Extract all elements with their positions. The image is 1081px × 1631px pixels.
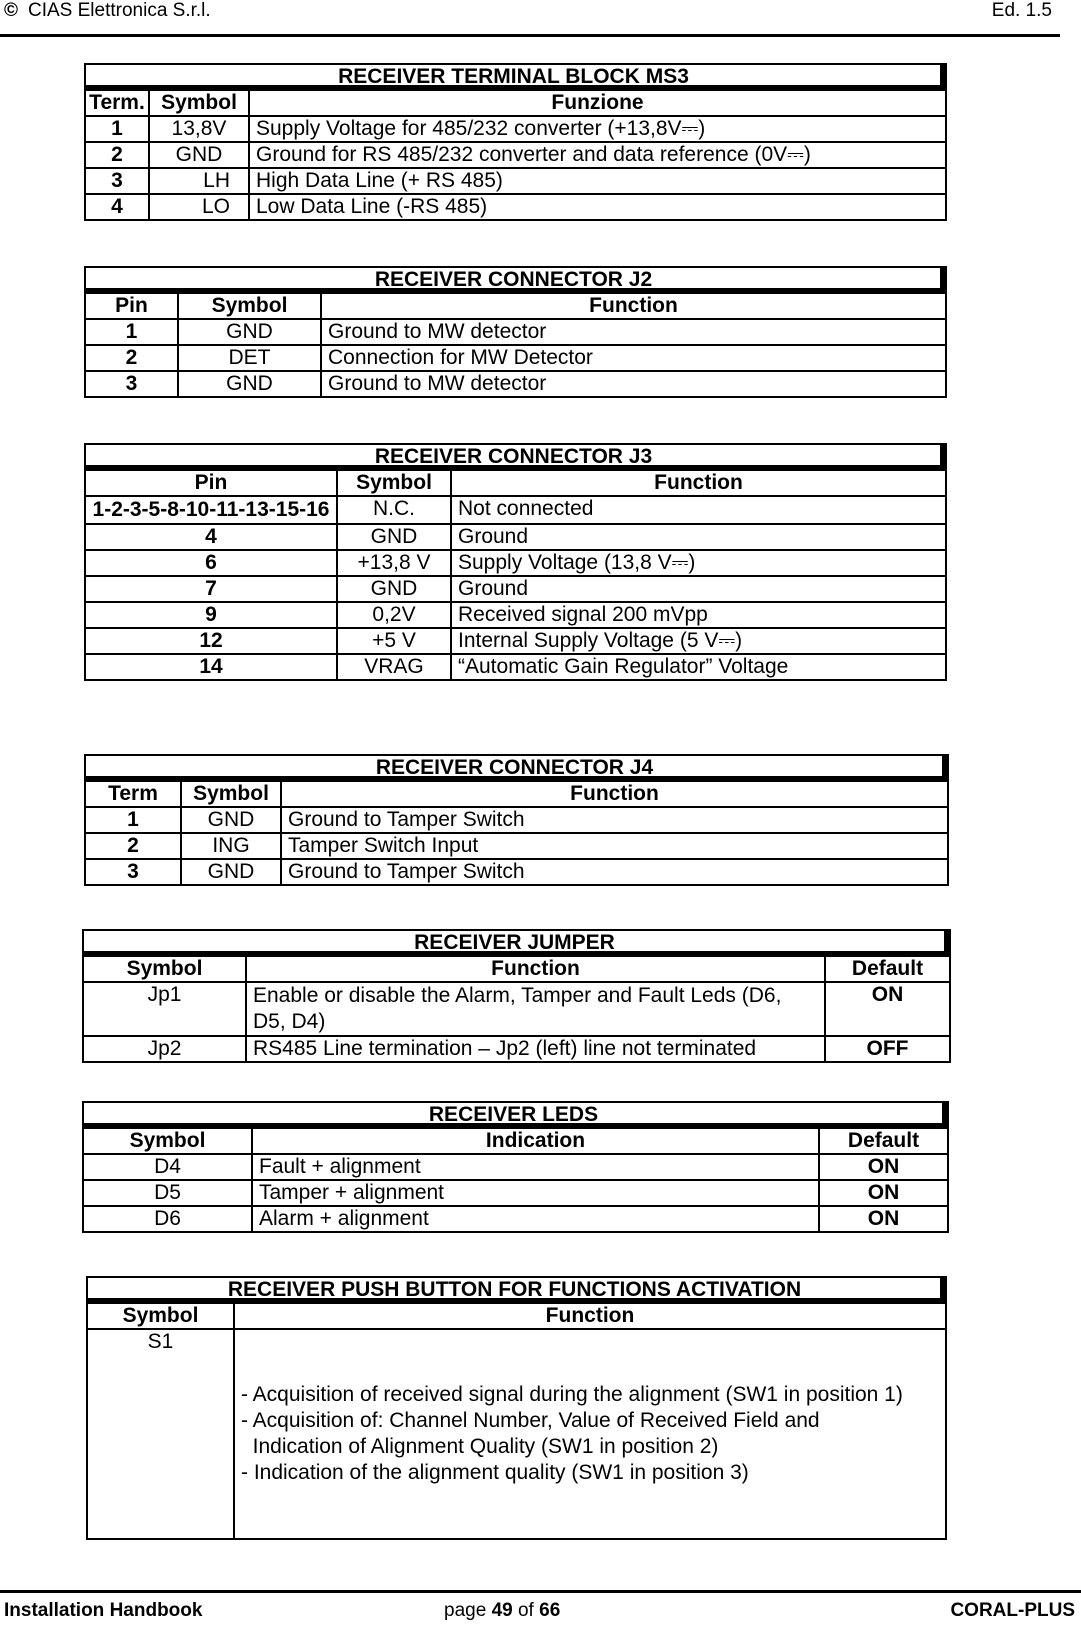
cell-function: Ground to Tamper Switch bbox=[281, 807, 948, 833]
table-row bbox=[85, 319, 946, 345]
cell-pin: 2 bbox=[85, 345, 178, 371]
table-row bbox=[85, 859, 948, 885]
cell-function: Not connected bbox=[451, 496, 946, 524]
cell-symbol: 13,8V bbox=[149, 116, 249, 142]
cell-pin: 12 bbox=[85, 628, 337, 654]
table-row bbox=[83, 1036, 950, 1062]
table-row bbox=[83, 1180, 948, 1206]
table-row bbox=[87, 1329, 946, 1539]
table-j3 bbox=[84, 443, 947, 681]
cell-default: ON bbox=[819, 1154, 948, 1180]
cell-symbol: 0,2V bbox=[337, 602, 451, 628]
table-row bbox=[85, 345, 946, 371]
cell-function: Supply Voltage for 485/232 converter (+13,8V⎓) bbox=[249, 116, 946, 142]
column-header: Symbol bbox=[149, 90, 249, 116]
column-header: Indication bbox=[252, 1128, 819, 1154]
table-title: RECEIVER TERMINAL BLOCK MS3 bbox=[85, 64, 946, 90]
table-row bbox=[83, 1206, 948, 1232]
function-line: - Indication of the alignment quality (SW1 in position 3) bbox=[241, 1461, 749, 1484]
page-number bbox=[444, 1600, 560, 1622]
table-j2 bbox=[84, 266, 947, 398]
cell-function: Tamper Switch Input bbox=[281, 833, 948, 859]
cell-function: RS485 Line termination – Jp2 (left) line not terminated bbox=[246, 1036, 825, 1062]
cell-pin: 1 bbox=[85, 319, 178, 345]
cell-symbol: +13,8 V bbox=[337, 550, 451, 576]
table-title: RECEIVER CONNECTOR J3 bbox=[85, 444, 946, 470]
cell-symbol: GND bbox=[181, 859, 281, 885]
cell-indication: Tamper + alignment bbox=[252, 1180, 819, 1206]
cell-default: ON bbox=[825, 982, 950, 1036]
cell-function: Internal Supply Voltage (5 V⎓) bbox=[451, 628, 946, 654]
cell-function: Received signal 200 mVpp bbox=[451, 602, 946, 628]
page-total: 66 bbox=[539, 1600, 561, 1621]
column-header: Function bbox=[281, 781, 948, 807]
cell-function: “Automatic Gain Regulator” Voltage bbox=[451, 654, 946, 680]
cell-pin: 3 bbox=[85, 371, 178, 397]
table-title: RECEIVER CONNECTOR J2 bbox=[85, 267, 946, 293]
cell-symbol: S1 bbox=[87, 1329, 234, 1539]
table-leds bbox=[82, 1101, 949, 1233]
table-title: RECEIVER PUSH BUTTON FOR FUNCTIONS ACTIVATION bbox=[87, 1277, 946, 1303]
cell-indication: Alarm + alignment bbox=[252, 1206, 819, 1232]
column-header: Symbol bbox=[178, 293, 321, 319]
cell-term: 1 bbox=[85, 116, 149, 142]
column-header: Symbol bbox=[181, 781, 281, 807]
page-prefix: page bbox=[444, 1600, 487, 1621]
copyright-symbol: © bbox=[4, 0, 18, 21]
cell-pin: 1-2-3-5-8-10-11-13-15-16 bbox=[85, 496, 337, 524]
table-j4 bbox=[84, 754, 949, 886]
cell-symbol: DET bbox=[178, 345, 321, 371]
cell-default: ON bbox=[819, 1206, 948, 1232]
column-header: Symbol bbox=[337, 470, 451, 496]
table-jumper bbox=[82, 929, 951, 1063]
cell-function: Ground bbox=[451, 524, 946, 550]
function-line: - Acquisition of received signal during the alignment (SW1 in position 1) bbox=[241, 1383, 903, 1406]
cell-symbol: D4 bbox=[83, 1154, 252, 1180]
table-row bbox=[85, 550, 946, 576]
table-row bbox=[83, 1154, 948, 1180]
cell-symbol: GND bbox=[178, 371, 321, 397]
cell-term: 1 bbox=[85, 807, 181, 833]
cell-symbol: GND bbox=[149, 142, 249, 168]
column-header: Default bbox=[819, 1128, 948, 1154]
cell-symbol: GND bbox=[337, 576, 451, 602]
column-header: Function bbox=[234, 1303, 946, 1329]
cell-symbol: VRAG bbox=[337, 654, 451, 680]
table-row bbox=[85, 168, 946, 194]
column-header: Function bbox=[451, 470, 946, 496]
column-header: Default bbox=[825, 956, 950, 982]
cell-term: 2 bbox=[85, 142, 149, 168]
column-header: Function bbox=[246, 956, 825, 982]
cell-symbol: D5 bbox=[83, 1180, 252, 1206]
cell-pin: 14 bbox=[85, 654, 337, 680]
cell-symbol: ING bbox=[181, 833, 281, 859]
cell-symbol: LH bbox=[149, 168, 249, 194]
cell-function: Ground for RS 485/232 converter and data reference (0V⎓) bbox=[249, 142, 946, 168]
table-row bbox=[85, 807, 948, 833]
cell-symbol: Jp1 bbox=[83, 982, 246, 1036]
cell-term: 4 bbox=[85, 194, 149, 220]
cell-symbol: GND bbox=[181, 807, 281, 833]
cell-symbol: +5 V bbox=[337, 628, 451, 654]
cell-symbol: Jp2 bbox=[83, 1036, 246, 1062]
cell-function: Ground bbox=[451, 576, 946, 602]
table-row bbox=[85, 833, 948, 859]
function-line: - Acquisition of: Channel Number, Value of Received Field and bbox=[241, 1409, 820, 1432]
table-title: RECEIVER LEDS bbox=[83, 1102, 948, 1128]
edition-label: Ed. 1.5 bbox=[991, 0, 1052, 21]
cell-pin: 4 bbox=[85, 524, 337, 550]
cell-indication: Fault + alignment bbox=[252, 1154, 819, 1180]
table-row bbox=[85, 142, 946, 168]
cell-symbol: GND bbox=[178, 319, 321, 345]
cell-pin: 7 bbox=[85, 576, 337, 602]
cell-default: OFF bbox=[825, 1036, 950, 1062]
cell-term: 2 bbox=[85, 833, 181, 859]
cell-function: Ground to MW detector bbox=[321, 319, 946, 345]
table-title: RECEIVER JUMPER bbox=[83, 930, 950, 956]
cell-function bbox=[234, 1329, 946, 1539]
cell-pin: 6 bbox=[85, 550, 337, 576]
cell-term: 3 bbox=[85, 168, 149, 194]
cell-function: Connection for MW Detector bbox=[321, 345, 946, 371]
header-company bbox=[4, 0, 211, 22]
table-ms3 bbox=[84, 63, 947, 221]
table-row bbox=[85, 654, 946, 680]
column-header: Term. bbox=[85, 90, 149, 116]
table-row bbox=[85, 602, 946, 628]
table-title: RECEIVER CONNECTOR J4 bbox=[85, 755, 948, 781]
column-header: Term bbox=[85, 781, 181, 807]
page-current: 49 bbox=[491, 1600, 513, 1621]
table-row bbox=[85, 496, 946, 524]
cell-symbol: GND bbox=[337, 524, 451, 550]
page-footer bbox=[0, 1590, 1081, 1631]
footer-handbook: Installation Handbook bbox=[4, 1600, 203, 1621]
column-header: Function bbox=[321, 293, 946, 319]
table-row bbox=[83, 982, 950, 1036]
table-row bbox=[85, 371, 946, 397]
cell-function: Ground to Tamper Switch bbox=[281, 859, 948, 885]
page-of: of bbox=[517, 1600, 534, 1621]
table-push-button bbox=[86, 1276, 947, 1540]
column-header: Pin bbox=[85, 293, 178, 319]
function-line: Indication of Alignment Quality (SW1 in position 2) bbox=[241, 1435, 719, 1458]
cell-function: Low Data Line (-RS 485) bbox=[249, 194, 946, 220]
page-header bbox=[0, 0, 1060, 37]
footer-product: CORAL-PLUS bbox=[950, 1600, 1075, 1621]
company-name: CIAS Elettronica S.r.l. bbox=[28, 0, 211, 21]
cell-term: 3 bbox=[85, 859, 181, 885]
cell-function: Ground to MW detector bbox=[321, 371, 946, 397]
column-header: Funzione bbox=[249, 90, 946, 116]
cell-default: ON bbox=[819, 1180, 948, 1206]
column-header: Symbol bbox=[83, 956, 246, 982]
table-row bbox=[85, 576, 946, 602]
cell-symbol: LO bbox=[149, 194, 249, 220]
cell-function: Enable or disable the Alarm, Tamper and Fault Leds (D6, D5, D4) bbox=[246, 982, 825, 1036]
column-header: Pin bbox=[85, 470, 337, 496]
cell-function: Supply Voltage (13,8 V⎓) bbox=[451, 550, 946, 576]
table-row bbox=[85, 194, 946, 220]
table-row bbox=[85, 116, 946, 142]
cell-function: High Data Line (+ RS 485) bbox=[249, 168, 946, 194]
table-row bbox=[85, 524, 946, 550]
cell-symbol: N.C. bbox=[337, 496, 451, 524]
column-header: Symbol bbox=[83, 1128, 252, 1154]
cell-pin: 9 bbox=[85, 602, 337, 628]
cell-symbol: D6 bbox=[83, 1206, 252, 1232]
column-header: Symbol bbox=[87, 1303, 234, 1329]
table-row bbox=[85, 628, 946, 654]
